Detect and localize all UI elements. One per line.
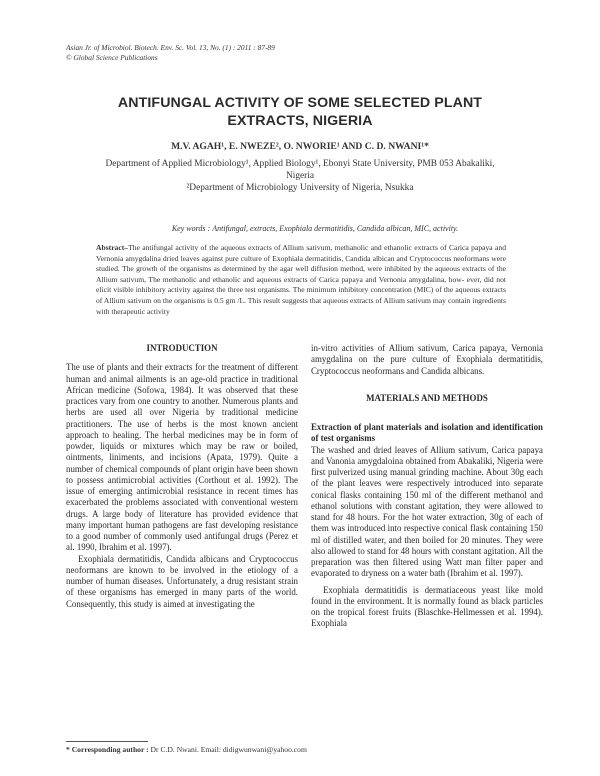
affiliation-line-1: Department of Applied Microbiology¹, Applied Biology¹, Ebonyi State University, PMB 053 Abakaliki,: [105, 159, 495, 169]
keywords-text: Antifungal, extracts, Exophiala dermatitidis, Candida albican, MIC, activity.: [212, 224, 459, 233]
right-column: [311, 343, 543, 630]
introduction-paragraph-1: The use of plants and their extracts for the treatment of different human and animal ailments is an age-old practice in traditional African medicine (Sofowa, 1984). It was observed that these practices vary from one country to another. Numerous plants and herbs are used all over Nigeria by traditional medicine practitioners. The use of herbs is the most known ancient approach to healing. The herbal medicines may be in form of powder, liquids or mixtures which may be raw or boiled, ointments, liniments, and incisions (Apata, 1979). Quite a number of chemical compounds of plant origin have been shown to possess antimicrobial activities (Corthout et al. 1992). The issue of emerging antimicrobial resistance in recent times has exacerbated the problems associated with conventional western drugs. A large body of literature has provided evidence that many important human pathogens are fast developing resistance to a good number of commonly used antifungal drugs (Perez et al. 1990, Ibrahim et al. 1997).: [66, 362, 298, 553]
left-column: [66, 343, 298, 610]
journal-citation: Asian Jr. of Microbiol. Biotech. Env. Sc. Vol. 13, No. (1) : 2011 : 87-89: [66, 43, 275, 52]
corresponding-author-footnote: [66, 745, 307, 754]
introduction-continuation: in-vitro activities of Allium sativum, Carica papaya, Vernonia amygdalina on the pure culture of Exophiala dermatitidis, Cryptococcus neoformans and Candida albicans.: [311, 343, 543, 376]
introduction-paragraph-2: Exophiala dermatitidis, Candida albicans and Cryptococcus neoformans are known to be involved in the etiology of a number of human diseases. Unfortunately, a drug resistant strain of these organisms has emerged in many parts of the world. Consequently, this study is aimed at investigating the: [66, 553, 298, 609]
abstract-label: Abstract–: [96, 243, 129, 252]
paper-title: [60, 94, 540, 130]
introduction-heading: INTRODUCTION: [146, 343, 218, 353]
footnote-label: * Corresponding author :: [66, 745, 149, 754]
author-list: M.V. AGAH¹, E. NWEZE², O. NWORIE¹ AND C. D. NWANI¹*: [171, 141, 429, 152]
affiliation-line-3: ²Department of Microbiology University of Nigeria, Nsukka: [186, 183, 414, 193]
abstract: [96, 243, 506, 317]
materials-methods-heading: MATERIALS AND METHODS: [366, 392, 488, 403]
title-line-2: EXTRACTS, NIGERIA: [227, 113, 373, 129]
methods-paragraph-1: The washed and dried leaves of Allium sativum, Carica papaya and Vanonia amygdaloina obtained from Abakaliki, Nigeria were first pulverized using manual grinding machine. About 30g each of the plant leaves were respectively introduced into separate conical flasks containing 150 ml of the different methanol and ethanol solutions with constant agitation, they were allowed to stand for 48 hours. For the hot water extraction, 30g of each of them was introduced into respective conical flask containing 150 ml of distilled water, and then boiled for 20 minutes. They were also allowed to stand for 48 hours with constant agitation. All the preparation was then filtered using Watt man filter paper and evaporated to dryness on a water bath (Ibrahim et al. 1997).: [311, 444, 543, 579]
footnote-divider: [66, 741, 148, 742]
title-line-1: ANTIFUNGAL ACTIVITY OF SOME SELECTED PLANT: [117, 95, 483, 111]
journal-header: [66, 43, 275, 63]
affiliation-line-2: Nigeria: [285, 171, 315, 181]
extraction-subheading: Extraction of plant materials and isolation and identification of test organisms: [311, 422, 543, 444]
footnote-text: Dr C.D. Nwani. Email: didigwunwani@yahoo.com: [150, 745, 307, 754]
affiliations: [60, 158, 540, 194]
copyright-notice: © Global Science Publications: [66, 53, 158, 62]
abstract-text: The antifungal activity of the aqueous extracts of Allium sativum, methanolic and ethanolic extracts of Carica papaya and Vernonia amygdalina dried leaves against pure culture of Exophiala dermatitidis, Candida albican and Cryptococcus neoformans were studied. The growth of the organisms as determined by the agar well diffusion method, were inhibited by the aqueous extracts of the Allium sativum, The methanolic and ethanolic and aqueous extracts of Carica papaya and Vernonia amygdalina, how- ever, did not elicit visible inhibitory activity against the three test organisms. The minimum inhibitory concentration (MIC) of the aqueous extracts of Allium sativum on the organisms is 0.5 gm /L. This result suggests that aqueous extracts of Allium sativum may contain ingredients with therapeutic activity: [96, 243, 506, 316]
methods-paragraph-2: Exophiala dermatitidis is dermatiaceous yeast like mold found in the environment. It is normally found as black particles on the tropical forest fruits (Blaschke-Hellmessen et al. 1994). Exophiala: [311, 584, 543, 629]
keywords-label: Key words :: [171, 224, 211, 233]
keywords: [105, 224, 525, 233]
